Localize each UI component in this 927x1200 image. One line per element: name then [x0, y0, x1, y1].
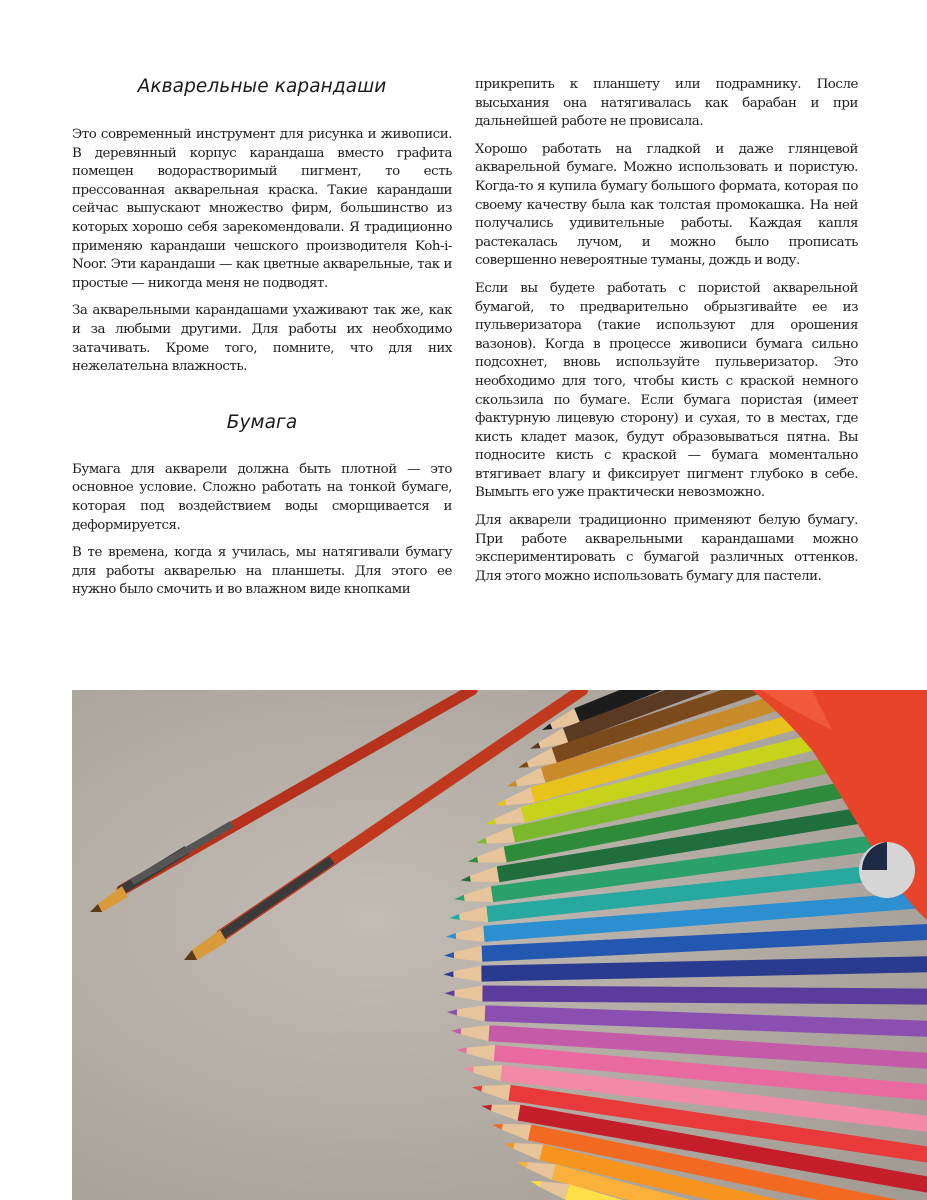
paragraph: За акварельными карандашами ухаживают так же, как и за любыми другими. Для работы их необходимо затачивать. Кроме того, помните, что для них нежелательна влажность. — [72, 303, 452, 375]
paragraph: Это современный инструмент для рисунка и живописи. В деревянный корпус карандаша вместо графита помещен водорастворимый пигмент, то есть прессованная акварельная краска. Такие карандаши сейчас выпускают множество фирм, большинство из которых хорошо себя зарекомендовали. Я традиционно применяю карандаши чешского производителя Koh-i-Noor. Эти карандаши — как цветные акварельные, так и простые — никогда меня не подводят. — [72, 127, 452, 291]
paragraph: прикрепить к планшету или подрамнику. После высыхания она натягивалась как барабан и при дальнейшей работе не провисала. — [475, 77, 858, 130]
section-heading-watercolor-pencils: Акварельные карандаши — [137, 76, 387, 97]
pencil-body — [482, 985, 927, 1004]
paragraph: Бумага для акварели должна быть плотной — это основное условие. Сложно работать на тонкой бумаге, которая под воздействием воды сморщивается и деформируется. — [72, 461, 452, 533]
photo-illustration — [72, 690, 927, 1200]
paragraph: В те времена, когда я училась, мы натягивали бумагу для работы акварелью на планшеты. Для этого ее нужно было смочить и во влажном виде кнопками — [72, 545, 452, 598]
left-column — [72, 76, 452, 609]
right-column — [475, 76, 858, 595]
paragraph: Если вы будете работать с пористой акварельной бумагой, то предварительно обрызгивайте ее из пульверизатора (такие используют для орошения вазонов). Когда в процессе живописи бумага сильно подсохнет, вновь используйте пульверизатор. Это необходимо для того, чтобы кисть с краской немного скользила по бумаге. Если бумага пористая (имеет фактурную лицевую сторону) и сухая, то в местах, где кисть кладет мазок, будут образовываться пятна. Вы подносите кисть с краской — бумага моментально втягивает влагу и фиксирует пигмент глубоко в себе. Вымыть его уже практически невозможно. — [475, 280, 858, 501]
paragraph: Хорошо работать на гладкой и даже глянцевой акварельной бумаге. Можно использовать и пористую. Когда-то я купила бумагу большого формата, которая по своему качеству была как толстая промокашка. На ней получались удивительные работы. Каждая капля растекалась лучом, и можно было прописать совершенно невероятные туманы, дождь и воду. — [475, 141, 858, 269]
pencils-and-brushes-photo — [72, 690, 927, 1200]
section-heading-paper: Бумага — [226, 411, 298, 433]
paragraph: Для акварели традиционно применяют белую бумагу. При работе акварельными карандашами можно экспериментировать с бумагой различных оттенков. Для этого можно использовать бумагу для пастели. — [475, 513, 858, 584]
